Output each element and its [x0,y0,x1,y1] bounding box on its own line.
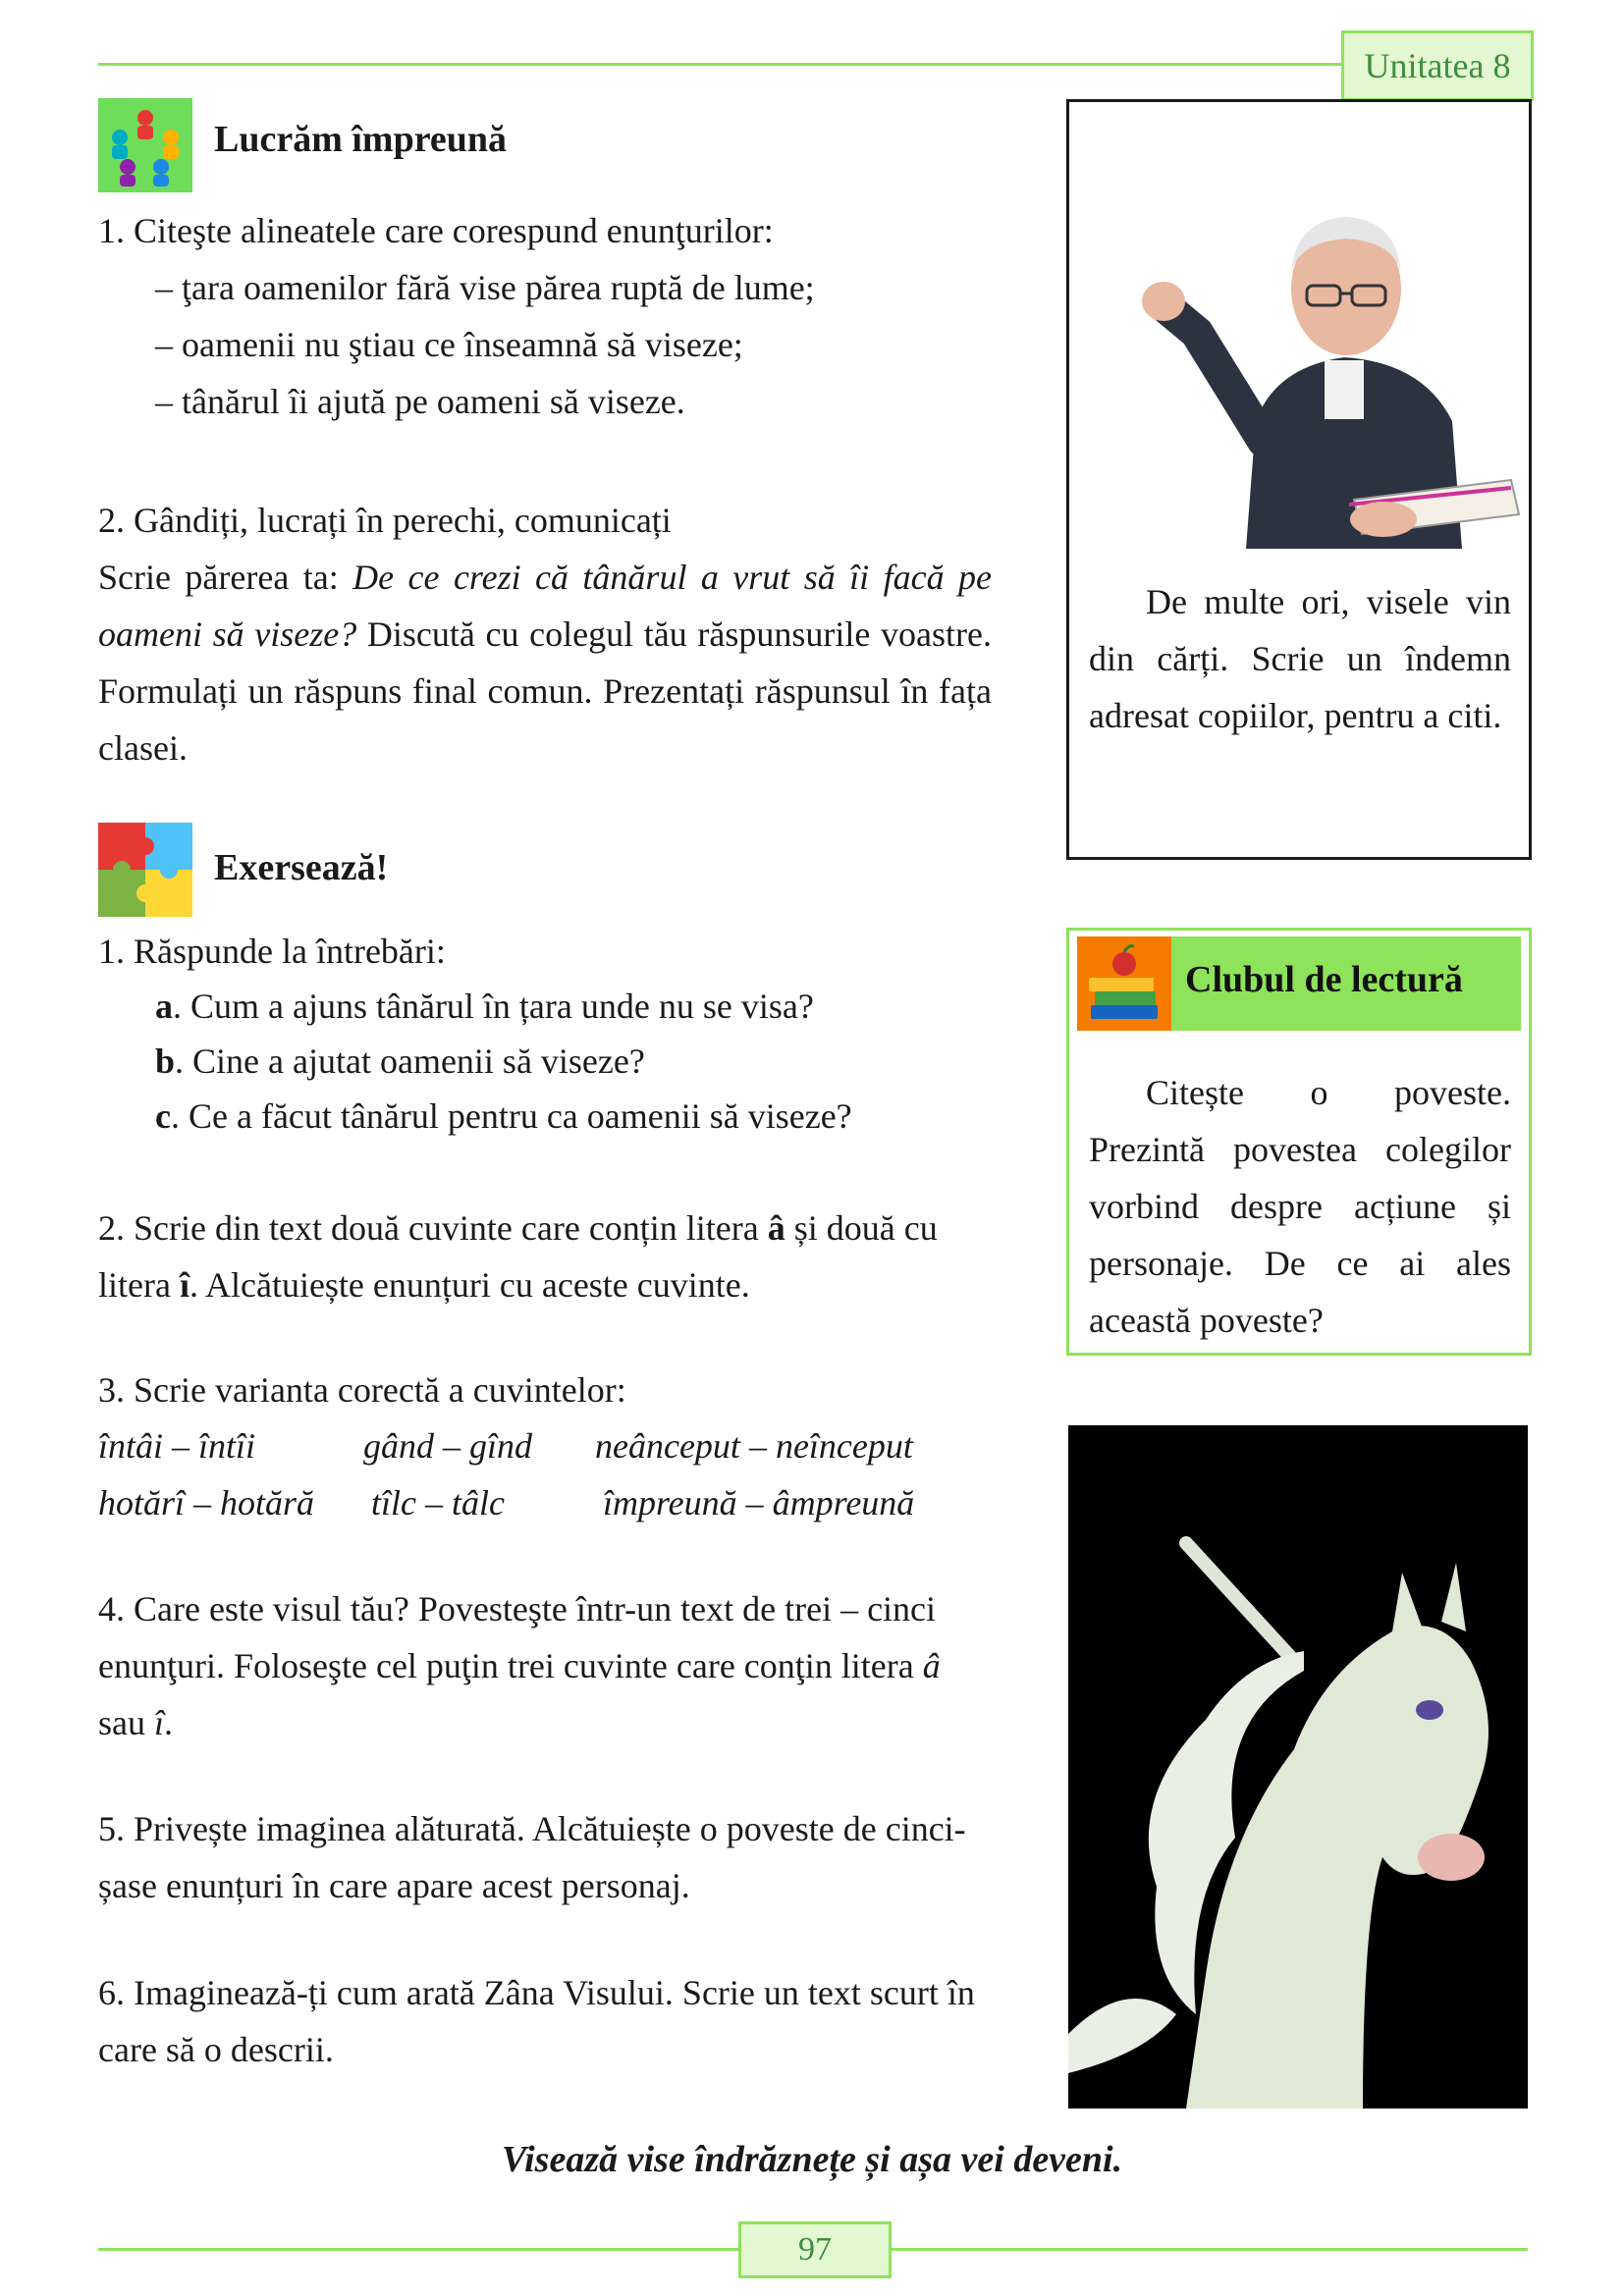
ex3-word-pair: tîlc – tâlc [371,1483,505,1522]
ex3-word-pair: gând – gînd [363,1426,533,1466]
ex1-item-c: c. Ce a făcut tânărul pentru ca oamenii să viseze? [155,1096,852,1136]
teacher-illustration [1138,195,1521,549]
motto: Visează vise îndrăznețe și așa vei deveni. [501,2139,1123,2180]
q2-question: De ce crezi că tânărul a vrut să îi facă pe oameni să viseze? [98,558,992,654]
ex1-item-a: a. Cum a ajuns tânărul în țara unde nu se visa? [155,987,814,1026]
ex3-word-pair: hotărî – hotără [98,1483,315,1522]
reading-club-box [1066,928,1532,1356]
reading-club-title: Clubul de lectură [1185,959,1463,1000]
ex6-paragraph: 6. Imaginează-ți cum arată Zâna Visului. Scrie un text scurt în care să o descrii. [98,1973,975,2069]
ex3-intro: 3. Scrie varianta corectă a cuvintelor: [98,1370,626,1410]
q1-item: – oamenii nu ştiau ce înseamnă să viseze; [155,325,743,364]
ex5-paragraph: 5. Privește imaginea alăturată. Alcătuiește o poveste de cinci-șase enunțuri în care apare acest personaj. [98,1809,966,1905]
q1-item: – tânărul îi ajută pe oameni să viseze. [155,382,685,421]
books-apple-icon [1077,936,1171,1031]
ex1-item-b: b. Cine a ajutat oamenii să viseze? [155,1041,645,1081]
section-title-exerseaza: Exersează! [214,847,389,888]
puzzle-icon [98,823,192,917]
ex3-word-pair: întâi – întîi [98,1426,256,1466]
q1-intro: 1. Citeşte alineatele care corespund enunţurilor: [98,211,774,250]
ex3-word-pair: împreună – âmpreună [603,1483,915,1522]
footer-rule-right [892,2248,1528,2251]
reading-club-header [1077,936,1521,1031]
header-rule [98,63,1341,66]
q2-paragraph [98,549,992,776]
q2-lead: Scrie părerea ta: [98,558,353,597]
ex1-intro: 1. Răspunde la întrebări: [98,932,446,971]
q2-heading: 2. Gândiți, lucrați în perechi, comunicați [98,501,672,540]
tip-text: De multe ori, visele vin din cărți. Scrie un îndemn adresat copiilor, pentru a citi. [1089,582,1511,735]
page-number: 97 [738,2221,892,2278]
q2-rest: Discută cu colegul tău răspunsurile voastre. Formulați un răspuns final comun. Prezentați răspunsul în fața clasei. [98,614,992,768]
tip-box [1066,99,1532,860]
ex4-paragraph: 4. Care este visul tău? Povesteşte într-un text de trei – cinci enunţuri. Foloseşte cel puţin trei cuvinte care conţin litera â sau î. [98,1589,941,1742]
footer-rule-left [98,2248,738,2251]
teamwork-icon [98,98,192,192]
unicorn-illustration [1068,1425,1528,2109]
ex2-paragraph: 2. Scrie din text două cuvinte care conțin litera â și două cu litera î. Alcătuiește enunțuri cu aceste cuvinte. [98,1208,938,1305]
unit-label: Unitatea 8 [1341,30,1534,101]
q1-item: – ţara oamenilor fără vise părea ruptă de lume; [155,268,815,307]
section-title-lucram: Lucrăm împreună [214,119,508,160]
reading-club-text: Citește o poveste. Prezintă povestea colegilor vorbind despre acțiune și personaje. De ce ai ales această poveste? [1089,1073,1511,1340]
ex3-word-pair: neânceput – neînceput [595,1426,913,1466]
